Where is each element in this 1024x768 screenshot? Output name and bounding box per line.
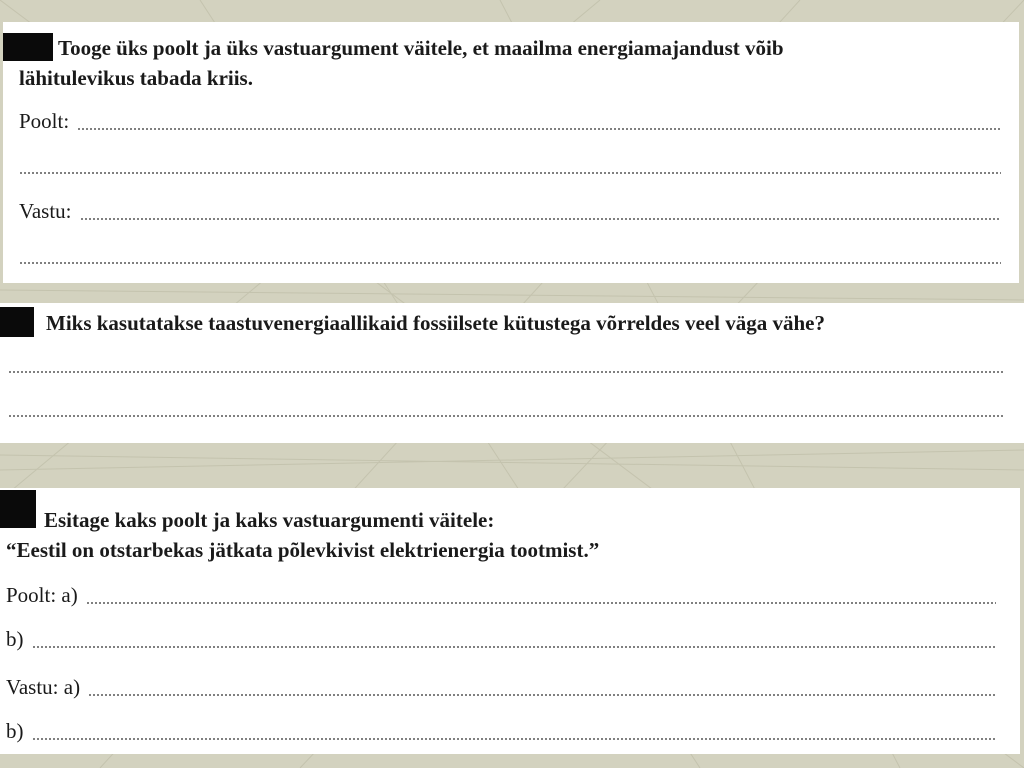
answer-dotted-line[interactable] (32, 738, 997, 740)
pro-b-label: b) (6, 627, 24, 651)
task-1-question-line1: Tooge üks poolt ja üks vastuargument väitele, et maailma energiamajandust võib (58, 36, 784, 60)
task-3-question-line2: “Eestil on otstarbekas jätkata põlevkivist elektrienergia tootmist.” (6, 538, 600, 562)
task-number-box (0, 490, 36, 528)
task-1-question-line2: lähitulevikus tabada kriis. (19, 66, 253, 90)
task-1-pro-row-cont[interactable] (19, 152, 1001, 178)
task-2-question: Miks kasutatakse taastuvenergiaallikaid fossiilsete kütustega võrreldes veel väga vähe? (46, 311, 825, 335)
task-3-pro-b-row[interactable] (6, 626, 996, 652)
answer-dotted-line[interactable] (32, 646, 997, 648)
task-3-card (0, 488, 1020, 754)
task-3-con-a-row[interactable] (6, 674, 996, 700)
task-number-box (3, 33, 53, 61)
con-b-label: b) (6, 719, 24, 743)
answer-dotted-line[interactable] (88, 694, 996, 696)
task-2-card (0, 303, 1024, 443)
answer-dotted-line[interactable] (8, 415, 1004, 417)
task-2-answer-row-1[interactable] (8, 351, 1004, 377)
con-label: Vastu: (19, 199, 72, 223)
con-a-label: Vastu: a) (6, 675, 81, 699)
answer-dotted-line[interactable] (86, 602, 996, 604)
answer-dotted-line[interactable] (77, 128, 1001, 130)
answer-dotted-line[interactable] (80, 218, 1002, 220)
answer-dotted-line[interactable] (19, 172, 1001, 174)
answer-dotted-line[interactable] (8, 371, 1004, 373)
task-2-answer-row-2[interactable] (8, 395, 1004, 421)
task-3-question-line1: Esitage kaks poolt ja kaks vastuargumenti väitele: (44, 508, 495, 532)
task-3-pro-a-row[interactable] (6, 582, 996, 608)
task-1-con-row[interactable] (19, 198, 1001, 224)
answer-dotted-line[interactable] (19, 262, 1001, 264)
task-1-con-row-cont[interactable] (19, 242, 1001, 268)
pro-a-label: Poolt: a) (6, 583, 78, 607)
task-1-pro-row[interactable] (19, 108, 1001, 134)
task-1-card (3, 22, 1019, 283)
pro-label: Poolt: (19, 109, 70, 133)
task-3-con-b-row[interactable] (6, 718, 996, 744)
task-number-box (0, 307, 34, 337)
